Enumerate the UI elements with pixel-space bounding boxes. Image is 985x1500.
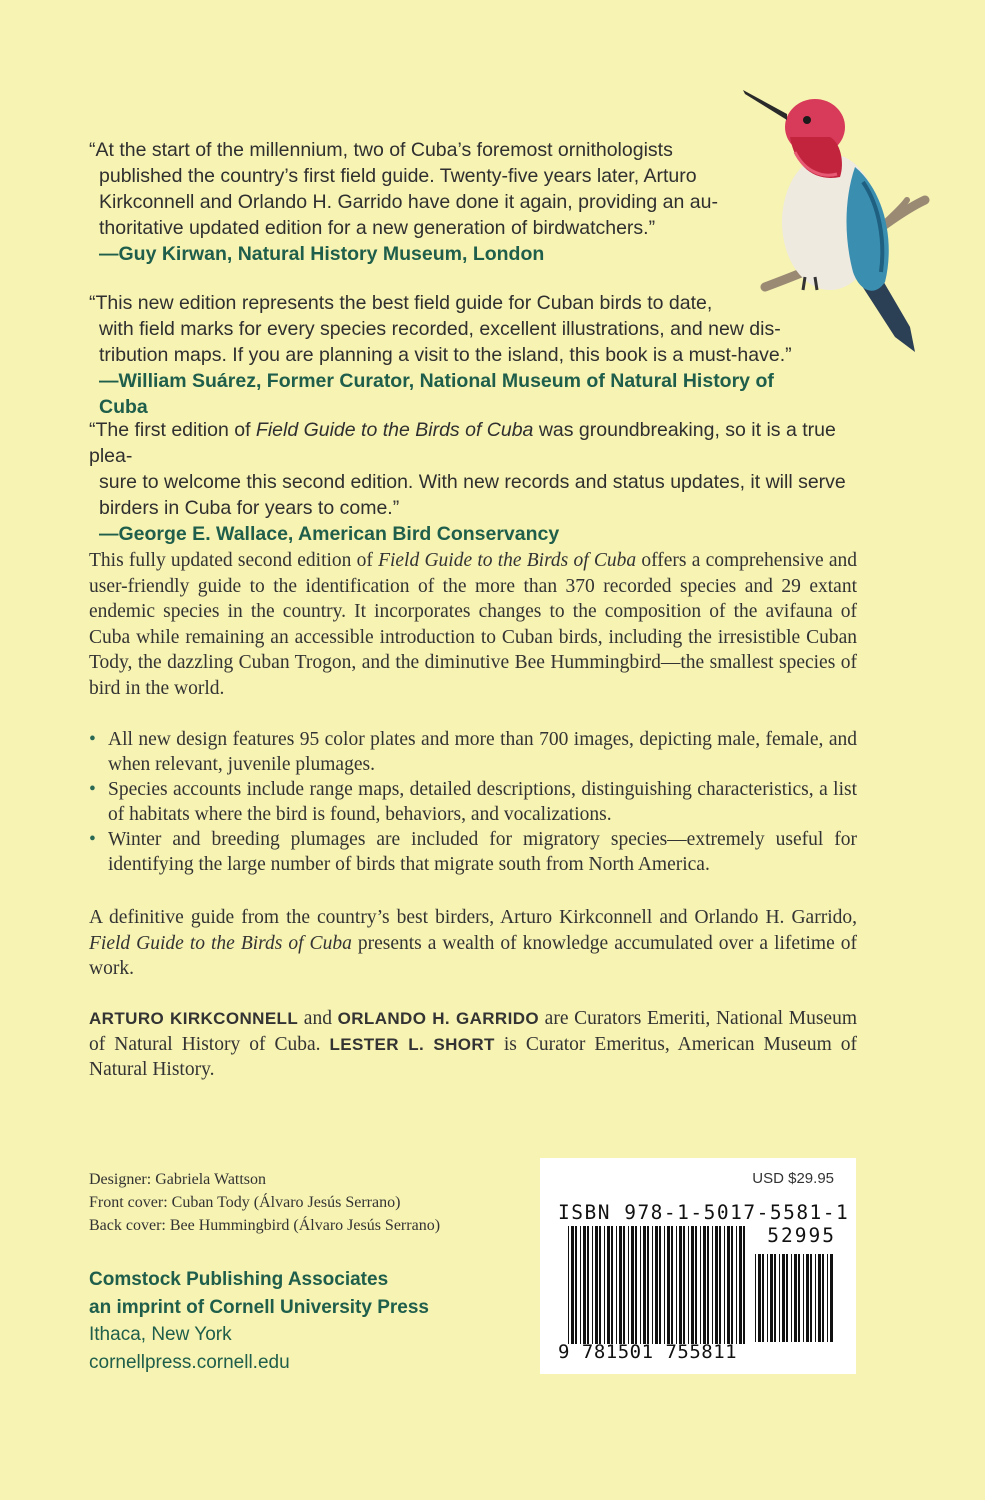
barcode-bar <box>611 1226 613 1344</box>
barcode-bar <box>659 1226 661 1344</box>
quote-line: with field marks for every species recorded, excellent illustrations, and new dis- <box>99 318 781 340</box>
book-title: Field Guide to the Birds of Cuba <box>378 550 637 571</box>
quote-line: “At the start of the millennium, two of Cuba’s foremost ornithologists <box>89 139 673 161</box>
quote-attribution: —Guy Kirwan, Natural History Museum, London <box>99 243 545 265</box>
price-label: USD $29.95 <box>752 1170 834 1187</box>
barcode-bar <box>758 1254 761 1342</box>
barcode-bar <box>743 1226 745 1344</box>
closing-paragraph: A definitive guide from the country’s best birders, Arturo Kirkconnell and Orlando H. Garrido, Field Guide to the Birds of Cuba presents a wealth of knowledge accumulated over a lifetime of work. <box>89 907 857 979</box>
barcode-bar <box>671 1226 673 1344</box>
barcode-bar <box>815 1254 816 1342</box>
barcode-bar <box>798 1254 800 1342</box>
book-description: This fully updated second edition of Field Guide to the Birds of Cuba offers a comprehensive and user-friendly guide to the identification of the more than 370 recorded species and 29 extant endemic species in the country. It incorporates changes to the composition of the avifauna of Cuba while remaining an accessible introduction to Cuban birds, including the irresistible Cuban Tody, the dazzling Cuban Trogon, and the diminutive Bee Hummingbird—the smallest species of bird in the world. <box>89 550 857 699</box>
barcode-bar <box>607 1226 610 1344</box>
barcode-bar <box>830 1254 833 1342</box>
quote-line: thoritative updated edition for a new generation of birdwatchers.” <box>99 217 656 239</box>
isbn-number: ISBN 978-1-5017-5581-1 <box>558 1201 850 1224</box>
barcode-bar <box>568 1226 569 1344</box>
credit-front-cover: Front cover: Cuban Tody (Álvaro Jesús Serrano) <box>89 1194 401 1211</box>
barcode-bar <box>719 1226 721 1344</box>
barcode-bar <box>616 1226 617 1344</box>
barcode-bar <box>640 1226 641 1344</box>
barcode-bar <box>774 1254 776 1342</box>
barcode-bar <box>712 1226 713 1344</box>
barcode-bar <box>810 1254 812 1342</box>
cover-credits <box>89 1168 440 1237</box>
barcode-bar <box>700 1226 701 1344</box>
barcode-bar <box>592 1226 593 1344</box>
publisher-imprint: an imprint of Cornell University Press <box>89 1296 429 1318</box>
quote-line: Kirkconnell and Orlando H. Garrido have done it again, providing an au- <box>99 191 718 213</box>
barcode-addon-bars <box>755 1254 835 1342</box>
endorsement-quote-2 <box>89 290 809 420</box>
barcode-bar <box>791 1254 792 1342</box>
barcode-bar <box>619 1226 622 1344</box>
barcode-bar <box>655 1226 658 1344</box>
book-title: Field Guide to the Birds of Cuba <box>255 419 534 441</box>
quote-line: sure to welcome this second edition. With new records and status updates, it will serve <box>99 471 846 493</box>
barcode-bar <box>727 1226 730 1344</box>
barcode-bar <box>715 1226 718 1344</box>
barcode-bar <box>703 1226 706 1344</box>
feature-list <box>89 727 857 877</box>
barcode-bar <box>664 1226 665 1344</box>
barcode-number: 9 781501 755811 <box>558 1341 738 1363</box>
endorsement-quote-1 <box>89 137 729 267</box>
credit-designer: Designer: Gabriela Wattson <box>89 1171 267 1188</box>
barcode-bar <box>806 1254 809 1342</box>
barcode-bar <box>628 1226 629 1344</box>
barcode-bar <box>595 1226 598 1344</box>
credit-back-cover: Back cover: Bee Hummingbird (Álvaro Jesús Serrano) <box>89 1217 441 1234</box>
barcode-bar <box>818 1254 821 1342</box>
publisher-url[interactable]: cornellpress.cornell.edu <box>89 1351 290 1373</box>
author-name: ARTURO KIRKCONNELL <box>89 1009 299 1028</box>
author-name: ORLANDO H. GARRIDO <box>337 1009 540 1028</box>
quote-line: “The first edition of Field Guide to the Birds of Cuba was groundbreaking, so it is a true plea- <box>89 419 836 467</box>
barcode-bar <box>667 1226 670 1344</box>
barcode-bar <box>587 1226 589 1344</box>
barcode-bar <box>731 1226 733 1344</box>
barcode-bar <box>739 1226 742 1344</box>
barcode-bar <box>623 1226 625 1344</box>
barcode-bar <box>652 1226 653 1344</box>
barcode-bar <box>604 1226 605 1344</box>
quote-line: tribution maps. If you are planning a visit to the island, this book is a must-have.” <box>99 344 792 366</box>
barcode-bar <box>647 1226 649 1344</box>
price-code: 52995 <box>767 1224 836 1247</box>
quote-line: “This new edition represents the best field guide for Cuban birds to date, <box>89 292 713 314</box>
barcode-bar <box>643 1226 646 1344</box>
quote-attribution: —William Suárez, Former Curator, National Museum of Natural History of Cuba <box>99 370 774 418</box>
barcode-bar <box>695 1226 697 1344</box>
list-item: • All new design features 95 color plates and more than 700 images, depicting male, female, and when relevant, juvenile plumages. <box>89 729 857 775</box>
barcode-bars <box>568 1226 748 1344</box>
endorsement-quote-3 <box>89 417 869 547</box>
list-item: • Species accounts include range maps, detailed descriptions, distinguishing characteristics, a list of habitats where the bird is found, behaviors, and vocalizations. <box>89 779 857 825</box>
barcode-bar <box>688 1226 689 1344</box>
barcode-bar <box>782 1254 785 1342</box>
barcode-bar <box>635 1226 637 1344</box>
barcode-bar <box>827 1254 828 1342</box>
quote-attribution: —George E. Wallace, American Bird Conservancy <box>99 523 560 545</box>
barcode-panel <box>540 1158 856 1374</box>
publisher-city: Ithaca, New York <box>89 1324 232 1345</box>
barcode-bar <box>580 1226 581 1344</box>
barcode-bar <box>803 1254 804 1342</box>
publisher-name: Comstock Publishing Associates <box>89 1269 389 1290</box>
barcode-bar <box>822 1254 824 1342</box>
barcode-bar <box>691 1226 694 1344</box>
barcode-bar <box>755 1254 756 1342</box>
author-bios: ARTURO KIRKCONNELL and ORLANDO H. GARRIDO are Curators Emeriti, National Museum of Natural History of Cuba. LESTER L. SHORT is Curator Emeritus, American Museum of Natural History. <box>89 1008 857 1080</box>
barcode-bar <box>683 1226 685 1344</box>
barcode-bar <box>583 1226 586 1344</box>
barcode-bar <box>679 1226 682 1344</box>
publisher-block <box>89 1266 429 1376</box>
quote-line: birders in Cuba for years to come.” <box>99 497 400 519</box>
quote-line: published the country’s first field guide. Twenty-five years later, Arturo <box>99 165 697 187</box>
barcode-bar <box>599 1226 601 1344</box>
barcode-bar <box>794 1254 797 1342</box>
barcode-bar <box>571 1226 574 1344</box>
barcode-bar <box>724 1226 725 1344</box>
barcode-bar <box>707 1226 709 1344</box>
barcode-bar <box>676 1226 677 1344</box>
barcode-bar <box>575 1226 577 1344</box>
barcode-bar <box>631 1226 634 1344</box>
barcode-bar <box>736 1226 737 1344</box>
book-title: Field Guide to the Birds of Cuba <box>89 932 352 954</box>
barcode-bar <box>770 1254 773 1342</box>
author-name: LESTER L. SHORT <box>329 1034 495 1054</box>
barcode-bar <box>779 1254 780 1342</box>
barcode-bar <box>767 1254 768 1342</box>
barcode-bar <box>762 1254 764 1342</box>
barcode-bar <box>786 1254 788 1342</box>
list-item: • Winter and breeding plumages are included for migratory species—extremely useful for identifying the large number of birds that migrate south from North America. <box>89 829 857 875</box>
